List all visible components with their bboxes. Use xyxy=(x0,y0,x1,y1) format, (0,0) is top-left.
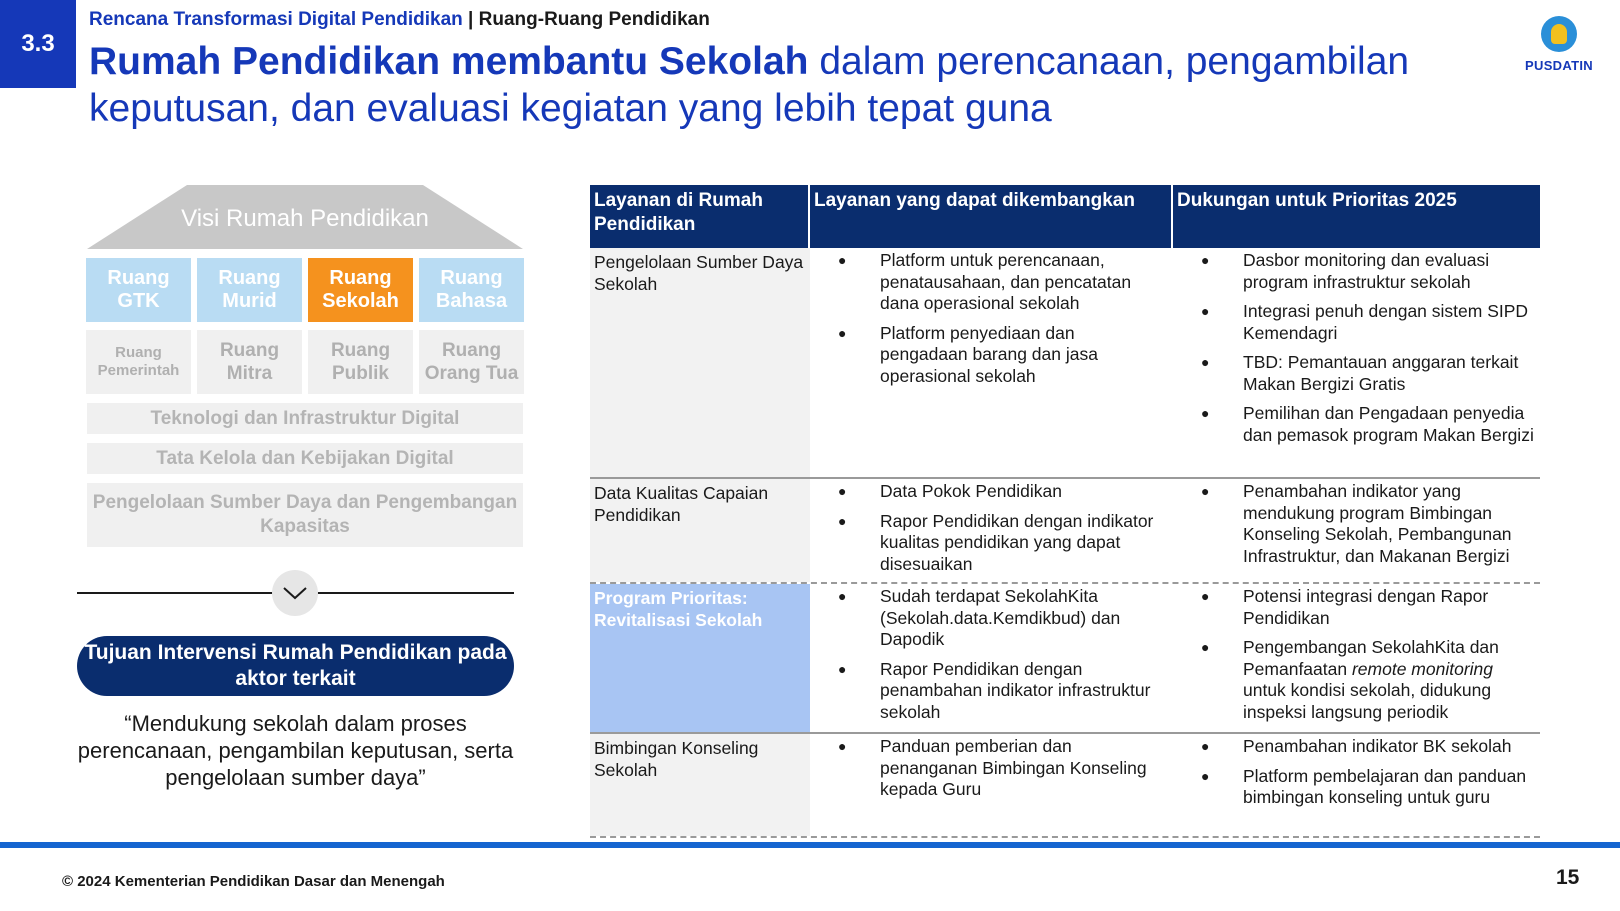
table-row xyxy=(590,734,1540,838)
copyright: © 2024 Kementerian Pendidikan Dasar dan Menengah xyxy=(62,873,445,890)
tut-wuri-emblem-icon xyxy=(1541,16,1577,52)
goal-quote: “Mendukung sekolah dalam proses perencanaan, pengambilan keputusan, serta pengelolaan sumber daya” xyxy=(77,711,514,790)
list-item-text: untuk kondisi sekolah, didukung inspeksi langsung periodik xyxy=(1243,680,1492,722)
row-service: Bimbingan Konseling Sekolah xyxy=(590,734,810,836)
table-header xyxy=(590,185,1540,248)
list-item: ● Sudah terdapat SekolahKita (Sekolah.data.Kemdikbud) dan Dapodik xyxy=(810,586,1167,651)
header-dikembangkan: Layanan yang dapat dikembangkan xyxy=(810,185,1173,248)
breadcrumb xyxy=(89,9,710,31)
list-item: ● Pemilihan dan Pengadaan penyedia dan pemasok program Makan Bergizi xyxy=(1173,403,1534,446)
house-roof-label: Visi Rumah Pendidikan xyxy=(181,205,429,232)
list-item-emphasis: remote monitoring xyxy=(1351,658,1494,679)
list-item: ● Potensi integrasi dengan Rapor Pendidikan xyxy=(1173,586,1534,629)
section-number-badge: 3.3 xyxy=(0,0,76,88)
table-row xyxy=(590,248,1540,479)
row-priority xyxy=(1173,248,1540,477)
divider-left xyxy=(77,592,273,594)
pusdatin-logo xyxy=(1524,16,1594,78)
list-item: ● Platform pembelajaran dan panduan bimbingan konseling untuk guru xyxy=(1173,766,1534,809)
breadcrumb-separator: | xyxy=(462,9,479,30)
room-orang-tua[interactable]: Ruang Orang Tua xyxy=(419,330,524,394)
room-pemerintah[interactable]: Ruang Pemerintah xyxy=(86,330,191,394)
row-develop xyxy=(810,479,1173,582)
list-item: ● Data Pokok Pendidikan xyxy=(810,481,1167,503)
list-item-text: Pengembangan SekolahKita dan Pemanfaatan xyxy=(1243,637,1499,679)
room-mitra[interactable]: Ruang Mitra xyxy=(197,330,302,394)
row-priority xyxy=(1173,479,1540,582)
list-item: ● Rapor Pendidikan dengan indikator kualitas pendidikan yang dapat disesuaikan xyxy=(810,511,1167,576)
list-item: ● Integrasi penuh dengan sistem SIPD Kemendagri xyxy=(1173,301,1534,344)
row-service: Pengelolaan Sumber Daya Sekolah xyxy=(590,248,810,477)
list-item: ● Rapor Pendidikan dengan penambahan indikator infrastruktur sekolah xyxy=(810,659,1167,724)
table-row xyxy=(590,584,1540,734)
list-item: ● TBD: Pemantauan anggaran terkait Makan Bergizi Gratis xyxy=(1173,352,1534,395)
list-item xyxy=(1173,637,1534,723)
band-teknologi: Teknologi dan Infrastruktur Digital xyxy=(87,403,523,434)
room-bahasa[interactable]: Ruang Bahasa xyxy=(419,258,524,322)
page-title-rest: dalam perencanaan, pengambilan keputusan, dan evaluasi kegiatan yang lebih tepat guna xyxy=(89,40,1410,130)
row-develop xyxy=(810,734,1173,836)
row-develop xyxy=(810,248,1173,477)
breadcrumb-main: Rencana Transformasi Digital Pendidikan xyxy=(89,9,463,30)
room-sekolah[interactable]: Ruang Sekolah xyxy=(308,258,413,322)
list-item: ● Panduan pemberian dan penanganan Bimbingan Konseling kepada Guru xyxy=(810,736,1167,801)
list-item: ● Platform untuk perencanaan, penatausahaan, dan pencatatan dana operasional sekolah xyxy=(810,250,1167,315)
expand-button[interactable] xyxy=(272,570,318,616)
row-develop xyxy=(810,584,1173,732)
services-table xyxy=(590,185,1540,838)
room-publik[interactable]: Ruang Publik xyxy=(308,330,413,394)
list-item: ● Platform penyediaan dan pengadaan barang dan jasa operasional sekolah xyxy=(810,323,1167,388)
page-title xyxy=(89,38,1469,132)
band-pengelolaan: Pengelolaan Sumber Daya dan Pengembangan Kapasitas xyxy=(87,483,523,547)
page-title-bold: Rumah Pendidikan membantu Sekolah xyxy=(89,40,809,83)
table-row xyxy=(590,479,1540,584)
divider-right xyxy=(317,592,514,594)
row-service: Data Kualitas Capaian Pendidikan xyxy=(590,479,810,582)
chevron-down-icon xyxy=(282,585,308,601)
list-item: ● Dasbor monitoring dan evaluasi program infrastruktur sekolah xyxy=(1173,250,1534,293)
page-number: 15 xyxy=(1556,866,1580,889)
row-priority xyxy=(1173,734,1540,836)
breadcrumb-sub: Ruang-Ruang Pendidikan xyxy=(478,9,710,30)
logo-text: PUSDATIN xyxy=(1525,58,1593,73)
header-prioritas: Dukungan untuk Prioritas 2025 xyxy=(1177,190,1457,211)
list-item: ● Penambahan indikator yang mendukung program Bimbingan Konseling Sekolah, Pembangunan Infrastruktur, dan Makanan Bergizi xyxy=(1173,481,1534,567)
row-priority xyxy=(1173,584,1540,732)
footer-bar xyxy=(0,842,1620,848)
row-service-highlighted: Program Prioritas: Revitalisasi Sekolah xyxy=(590,584,810,732)
list-item: ● Penambahan indikator BK sekolah xyxy=(1173,736,1534,758)
header-layanan: Layanan di Rumah Pendidikan xyxy=(590,185,810,248)
band-tata-kelola: Tata Kelola dan Kebijakan Digital xyxy=(87,443,523,474)
room-gtk[interactable]: Ruang GTK xyxy=(86,258,191,322)
room-murid[interactable]: Ruang Murid xyxy=(197,258,302,322)
goal-title: Tujuan Intervensi Rumah Pendidikan pada aktor terkait xyxy=(77,636,514,696)
